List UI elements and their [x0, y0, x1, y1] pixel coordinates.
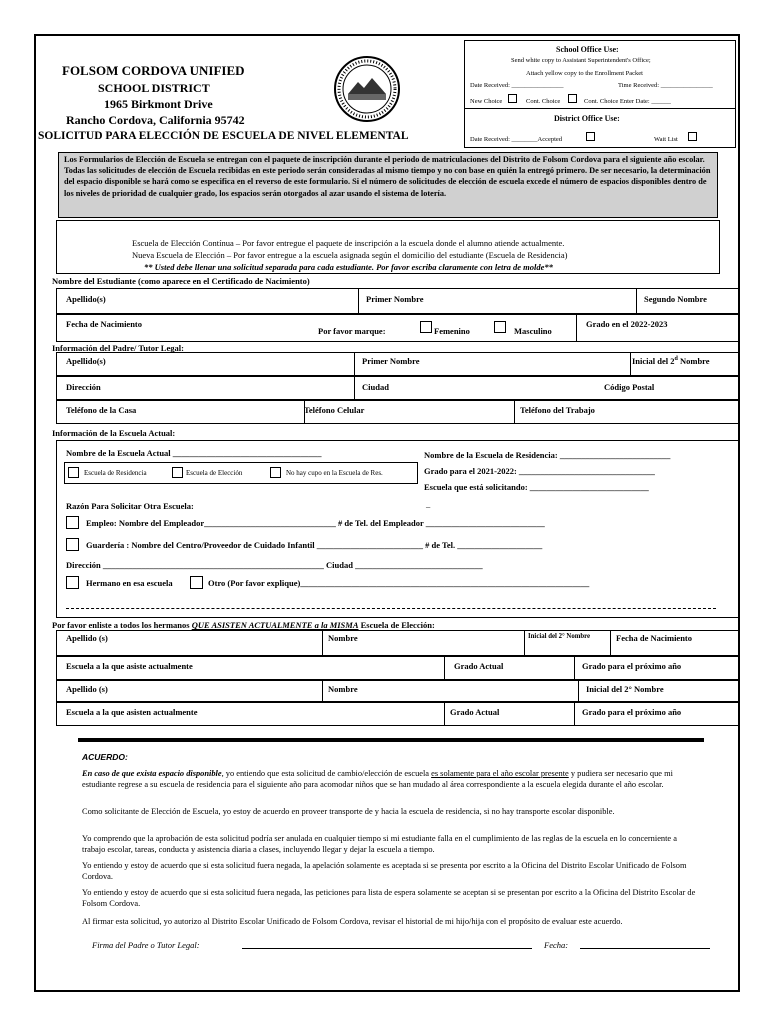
wait-list-checkbox[interactable] [688, 132, 697, 141]
daycare-address-line: Dirección ____________________________________________________ Ciudad ______________________________ [66, 560, 483, 570]
agreement-p2: Como solicitante de Elección de Escuela, yo estoy de acuerdo en proveer transporte de y hacia la escuela de residencia, si no hay transporte escolar disponible. [82, 807, 615, 816]
agreement-p3: Yo comprendo que la aprobación de esta solicitud podría ser anulada en cualquier tiempo si mi estudiante falla en el cumplimiento de las reglas de la escuela en lo concerniente a trabajo escolar, tareas, conducta y asistencia diaria a clases, incluyendo llegar y dejar la escuela a tiempo. [82, 834, 677, 854]
no-space-checkbox[interactable] [270, 467, 281, 478]
agreement-p5: Yo entiendo y estoy de acuerdo que si esta solicitud fuera negada, las peticiones para lista de espera solamente se aceptan si se presentan por escrito a la Oficina del Distrito Escolar de Folsom Cordova. [82, 888, 696, 908]
district-office-use-title: District Office Use: [554, 114, 620, 123]
school-office-use-title: School Office Use: [556, 45, 619, 54]
sibling2-grade-label: Grado Actual [450, 707, 500, 717]
student-second-name-label: Segundo Nombre [644, 294, 707, 304]
cont-choice-enter-date: Cont. Choice Enter Date: ______ [584, 98, 671, 105]
accepted-checkbox[interactable] [586, 132, 595, 141]
reason-title: Razón Para Solicitar Otra Escuela: [66, 501, 194, 511]
office-instruction2: Attach yellow copy to the Enrollment Packet [526, 70, 643, 77]
instructions-line1: Escuela de Elección Contínua – Por favor entregue el paquete de inscripción a la escuela donde el alumno atiende actualmente. [132, 238, 565, 248]
employment-checkbox[interactable] [66, 516, 79, 529]
agreement-p6: Al firmar esta solicitud, yo autorizo al Distrito Escolar Unificado de Folsom Cordova, revisar el historial de mi hijo/hija con el propósito de evaluar este acuerdo. [82, 917, 623, 926]
other-checkbox[interactable] [190, 576, 203, 589]
home-phone-label: Teléfono de la Casa [66, 405, 137, 415]
cont-choice-checkbox[interactable] [568, 94, 577, 103]
residence-school-checkbox[interactable] [68, 467, 79, 478]
siblings-section-title: Por favor enliste a todos los hermanos QUE ASISTEN ACTUALMENTE a la MISMA Escuela de Elección: [52, 620, 435, 630]
sibling1-grade-label: Grado Actual [454, 661, 504, 671]
parent-phone-row [56, 400, 740, 424]
sibling1-school-label: Escuela a la que asiste actualmente [66, 661, 193, 671]
requested-school: Escuela que está solicitando: ____________________________ [424, 482, 649, 492]
sibling2-school-label: Escuela a la que asisten actualmente [66, 707, 198, 717]
parent-first-name-label: Primer Nombre [362, 356, 420, 366]
form-title: SOLICITUD PARA ELECCIÓN DE ESCUELA DE NIVEL ELEMENTAL [38, 130, 409, 142]
date-line[interactable] [580, 948, 710, 949]
sibling-checkbox[interactable] [66, 576, 79, 589]
sibling2-next-grade-label: Grado para el próximo año [582, 707, 682, 717]
residence-school-name: Nombre de la Escuela de Residencia: __________________________ [424, 450, 671, 460]
signature-line[interactable] [242, 948, 532, 949]
signature-label: Firma del Padre o Tutor Legal: [92, 940, 200, 950]
employment-line: Empleo: Nombre del Empleador_______________________________ # de Tel. del Empleador ____________________________ [86, 518, 545, 528]
intro-text: Los Formularios de Elección de Escuela se entregan con el paquete de inscripción durante el periodo de matriculaciones del Distrito de Folsom Cordova para el siguiente año escolar. Todas las solicitudes de elección de Escuela recibidas en este periodo serán consideradas al mismo tiempo y no con base en quién la entregó primero. De ser necesario, la determinación del espacio disponible se hará como se especifica en el reverso de este formulario. Si el número de solicitudes de elección de escuela excede el número de espacios disponibles dentro de los niveles de prioridad de cualquier grado, los espacios serán otorgados al azar usando el sistema de lotería. [64, 155, 711, 198]
sibling1-dob-label: Fecha de Nacimiento [616, 633, 693, 643]
sibling1-name-label: Nombre [328, 633, 358, 643]
office-divider [464, 108, 736, 109]
female-checkbox[interactable] [420, 321, 432, 333]
parent-last-name-label: Apellido(s) [66, 356, 106, 366]
parent-section-title: Información del Padre/ Tutor Legal: [52, 343, 184, 353]
parent-zip-label: Código Postal [604, 382, 655, 392]
student-first-name-label: Primer Nombre [366, 294, 424, 304]
cont-choice-label: Cont. Choice [526, 98, 561, 105]
sibling1-next-grade-label: Grado para el próximo año [582, 661, 682, 671]
no-space-label: No hay cupo en la Escuela de Res. [286, 469, 383, 477]
new-choice-checkbox[interactable] [508, 94, 517, 103]
sibling1-last-label: Apellido (s) [66, 633, 108, 643]
male-label: Masculino [514, 326, 552, 336]
cell-phone-label: Teléfono Celular [304, 405, 365, 415]
date-label: Fecha: [544, 940, 569, 950]
district-address2: Rancho Cordova, California 95742 [66, 113, 245, 127]
sibling-label: Hermano en esa escuela [86, 578, 173, 588]
daycare-checkbox[interactable] [66, 538, 79, 551]
new-choice-label: New Choice [470, 98, 503, 105]
daycare-line: Guardería : Nombre del Centro/Proveedor de Cuidado Infantil _________________________ # de Tel. ____________________ [86, 540, 543, 550]
agreement-p1: En caso de que exista espacio disponible, yo entiendo que esta solicitud de cambio/elección de escuela es solamente para el año escolar presente y pudiera ser necesario que mi estudiante regrese a su escuela de residencia para el siguiente año para acomodar niños que se han mudado al área correspondiente a la escuela elegida durante el año escolar. [82, 769, 673, 789]
other-explain-extra-line [66, 608, 716, 609]
wait-list-label: Wait List [654, 136, 678, 143]
work-phone-label: Teléfono del Trabajo [520, 405, 595, 415]
current-school-section-title: Información de la Escuela Actual: [52, 428, 176, 438]
agreement-p4: Yo entiendo y estoy de acuerdo que si esta solicitud fuera negada, la apelación solamente es aceptada si se presenta por escrito a la Oficina del Distrito Escolar Unificado de Folsom Cordova. [82, 861, 687, 881]
reason-dash: – [426, 501, 431, 511]
female-label: Femenino [434, 326, 470, 336]
mark-gender-label: Por favor marque: [318, 326, 386, 336]
choice-school-checkbox[interactable] [172, 467, 183, 478]
student-section-title: Nombre del Estudiante (como aparece en el Certificado de Nacimiento) [52, 276, 310, 286]
district-seal-logo [332, 54, 402, 124]
parent-city-label: Ciudad [362, 382, 389, 392]
student-last-name-label: Apellido(s) [66, 294, 106, 304]
agreement-title: ACUERDO: [82, 752, 128, 762]
district-name-line2: SCHOOL DISTRICT [98, 81, 210, 95]
grade-2021-2022: Grado para el 2021-2022: ________________________________ [424, 466, 655, 476]
district-name-line1: FOLSOM CORDOVA UNIFIED [62, 63, 245, 78]
sibling2-initial-label: Inicial del 2° Nombre [586, 684, 664, 694]
other-explain-line: Otro (Por favor explique)____________________________________________________________________ [208, 578, 590, 588]
parent-address-label: Dirección [66, 382, 101, 392]
office-time-received: Time Received: ________________ [618, 82, 713, 89]
district-address1: 1965 Birkmont Drive [104, 97, 213, 111]
district-date-received: Date Received: ________Accepted [470, 136, 563, 143]
instructions-line2: Nueva Escuela de Elección – Por favor entregue a la escuela asignada según el domicilio del estudiante (Escuela de Residencia) [132, 250, 568, 260]
office-instruction1: Send white copy to Assistant Superintendent's Office; [511, 57, 651, 64]
sibling2-name-label: Nombre [328, 684, 358, 694]
student-dob-label: Fecha de Nacimiento [66, 319, 143, 329]
sibling2-last-label: Apellido (s) [66, 684, 108, 694]
instructions-line3: ** Usted debe llenar una solicitud separada para cada estudiante. Por favor escriba claramente con letra de molde** [144, 262, 553, 272]
agreement-rule [78, 738, 704, 742]
choice-school-label: Escuela de Elección [186, 469, 243, 477]
grade-label: Grado en el 2022-2023 [586, 319, 668, 329]
form-page [34, 34, 740, 992]
current-school-name: Nombre de la Escuela Actual ___________________________________ [66, 448, 322, 458]
parent-initial-label: Inicial del 2$^d$ Nombre [632, 356, 710, 366]
male-checkbox[interactable] [494, 321, 506, 333]
residence-school-label: Escuela de Residencia [84, 469, 147, 477]
office-date-received: Date Received: ________________ [470, 82, 564, 89]
sibling1-initial-label: Inicial del 2° Nombre [528, 633, 591, 640]
